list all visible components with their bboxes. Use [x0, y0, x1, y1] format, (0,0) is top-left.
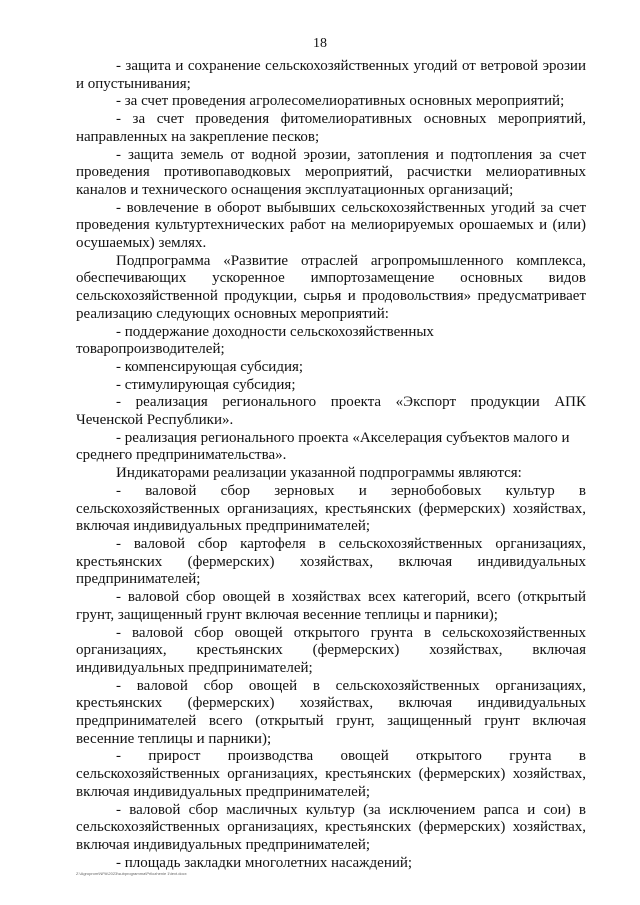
paragraph: - вовлечение в оборот выбывших сельскохозяйственных угодий за счет проведения культуртехнических работ на мелиорируемых орошаемых и (или) осушаемых) землях. — [76, 199, 586, 252]
paragraph: - за счет проведения агролесомелиоративных основных мероприятий; — [116, 93, 565, 110]
paragraph: Подпрограмма «Развитие отраслей агропромышленного комплекса, обеспечивающих ускоренное импортозамещение основных видов сельскохозяйственной продукции, сырья и продовольствия» предусматривает реализацию следующих основных мероприятий: — [76, 252, 586, 322]
paragraph: - валовой сбор масличных культур (за исключением рапса и сои) в сельскохозяйственных организациях, крестьянских (фермерских) хозяйствах, включая индивидуальных предпринимателей; — [76, 801, 586, 853]
paragraph: - валовой сбор картофеля в сельскохозяйственных организациях, крестьянских (фермерских) хозяйствах, включая индивидуальных предпринимателей; — [76, 535, 586, 588]
paragraph: - валовой сбор зерновых и зернобобовых культур в сельскохозяйственных организациях, крестьянских (фермерских) хозяйствах, включая индивидуальных предпринимателей; — [76, 482, 586, 535]
document-body — [76, 58, 586, 872]
paragraph: - прирост производства овощей открытого грунта в сельскохозяйственных организациях, крестьянских (фермерских) хозяйствах, включая индивидуальных предпринимателей; — [76, 748, 586, 800]
paragraph: - поддержание доходности сельскохозяйственных товаропроизводителей; — [76, 323, 434, 358]
paragraph: - защита земель от водной эрозии, затопления и подтопления за счет проведения противопаводковых мероприятий, расчистки мелиоративных каналов и технического оснащения эксплуатационных организаций; — [76, 146, 586, 198]
paragraph: - реализация регионального проекта «Акселерация субъектов малого и среднего предпринимательства». — [76, 429, 570, 464]
paragraph: - реализация регионального проекта «Экспорт продукции АПК Чеченской Республики». — [76, 394, 586, 429]
paragraph: - за счет проведения фитомелиоративных основных мероприятий, направленных на закрепление песков; — [76, 111, 586, 145]
paragraph: - площадь закладки многолетних насаждений; — [116, 854, 413, 871]
paragraph: - валовой сбор овощей открытого грунта в сельскохозяйственных организациях, крестьянских (фермерских) хозяйствах, включая индивидуальных предпринимателей; — [76, 624, 586, 676]
page-number: 18 — [313, 36, 327, 51]
paragraph: - стимулирующая субсидия; — [116, 376, 296, 393]
paragraph: - компенсирующая субсидия; — [116, 358, 304, 375]
paragraph: - валовой сбор овощей в сельскохозяйственных организациях, крестьянских (фермерских) хозяйствах, включая индивидуальных предпринимателей всего (открытый грунт, защищенный грунт включая весенние теплицы и парники); — [76, 677, 586, 747]
paragraph: Индикаторами реализации указанной подпрограммы являются: — [116, 465, 522, 482]
paragraph: - валовой сбор овощей в хозяйствах всех категорий, всего (открытый грунт, защищенный грунт включая весенние теплицы и парники); — [76, 589, 586, 623]
paragraph: - защита и сохранение сельскохозяйственных угодий от ветровой эрозии и опустынивания; — [76, 58, 586, 92]
footer-file-path: Z:\Agroprom\NPA\2023\subprogramma\Prilozhenie 1\text.docx — [76, 871, 187, 876]
